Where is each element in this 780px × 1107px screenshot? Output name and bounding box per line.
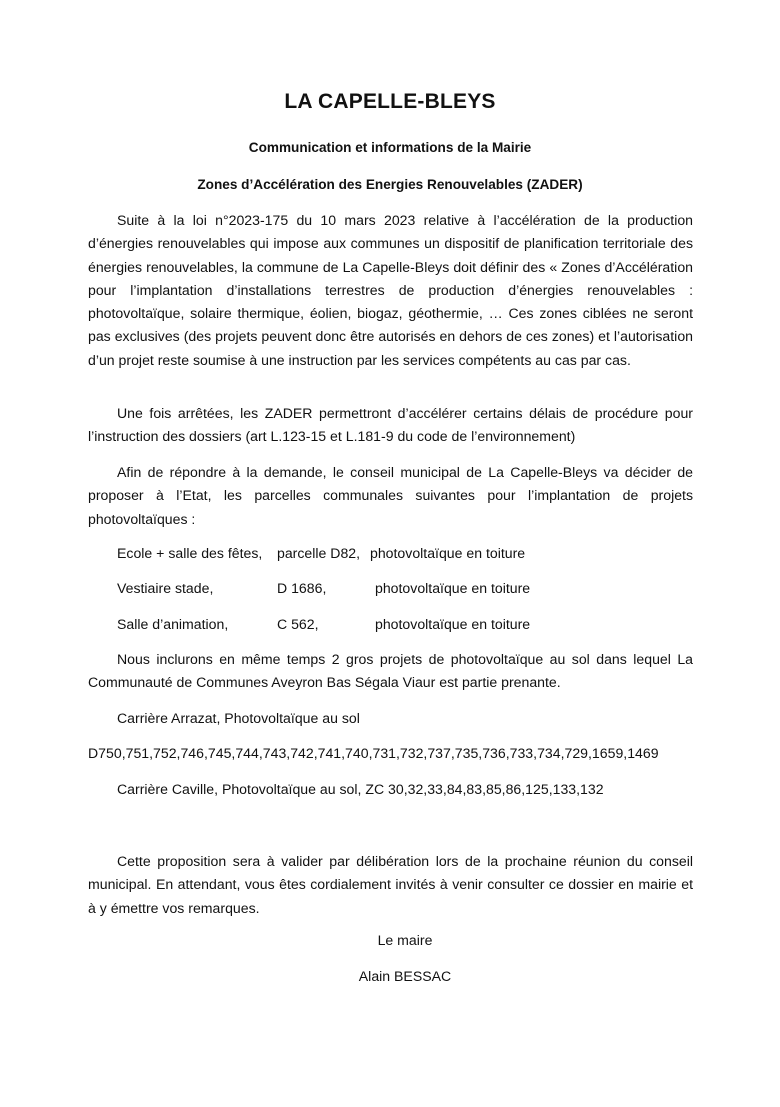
arrazat-parcels: D750,751,752,746,745,744,743,742,741,740,731,732,737,735,736,733,734,729,1659,1469 (88, 745, 659, 761)
intro-paragraph: Suite à la loi n°2023-175 du 10 mars 2023 relative à l’accélération de la production d’énergies renouvelables qui impose aux communes un dispositif de planification territoriale des énergies renouvelables, la commune de La Capelle-Bleys doit définir des « Zones d’Accélération pour l’implantation d’installations terrestres de production d’énergies renouvelables : photovoltaïque, solaire thermique, éolien, biogaz, géothermie, … Ces zones ciblées ne seront pas exclusives (des projets peuvent donc être autorisés en dehors de ces zones) et l’autorisation d’un projet reste soumise à une instruction par les services compétents au cas par cas. (88, 212, 693, 368)
signature-name: Alain BESSAC (358, 968, 452, 984)
document-title: LA CAPELLE-BLEYS (284, 90, 496, 113)
parcel-type: photovoltaïque en toiture (370, 545, 526, 561)
parcel-number: C 562, (277, 616, 319, 632)
proposal-paragraph: Afin de répondre à la demande, le conseil municipal de La Capelle-Bleys va décider de proposer à l’Etat, les parcelles communales suivantes pour l’implantation de projets photovoltaïques : (88, 464, 693, 527)
section-heading: Zones d’Accélération des Energies Renouvelables (ZADER) (197, 177, 583, 192)
document-subtitle: Communication et informations de la Mairie (248, 140, 532, 155)
parcel-number: parcelle D82, (277, 545, 361, 561)
parcel-number: D 1686, (277, 580, 327, 596)
ground-projects-paragraph: Nous inclurons en même temps 2 gros projets de photovoltaïque au sol dans lequel La Communauté de Communes Aveyron Bas Ségala Viaur est partie prenante. (88, 651, 693, 691)
closing-paragraph: Cette proposition sera à valider par délibération lors de la prochaine réunion du conseil municipal. En attendant, vous êtes cordialement invités à venir consulter ce dossier en mairie et à y émettre vos remarques. (88, 853, 693, 916)
caville-line: Carrière Caville, Photovoltaïque au sol, ZC 30,32,33,84,83,85,86,125,133,132 (117, 781, 604, 797)
parcel-type: photovoltaïque en toiture (375, 580, 531, 596)
zader-paragraph: Une fois arrêtées, les ZADER permettront d’accélérer certains délais de procédure pour l’instruction des dossiers (art L.123-15 et L.181-9 du code de l’environnement) (88, 405, 693, 445)
arrazat-label: Carrière Arrazat, Photovoltaïque au sol (117, 710, 360, 726)
parcel-site: Ecole + salle des fêtes, (117, 545, 263, 561)
parcel-type: photovoltaïque en toiture (375, 616, 531, 632)
parcel-site: Vestiaire stade, (117, 580, 214, 596)
parcel-site: Salle d’animation, (117, 616, 229, 632)
signature-role: Le maire (377, 932, 433, 948)
